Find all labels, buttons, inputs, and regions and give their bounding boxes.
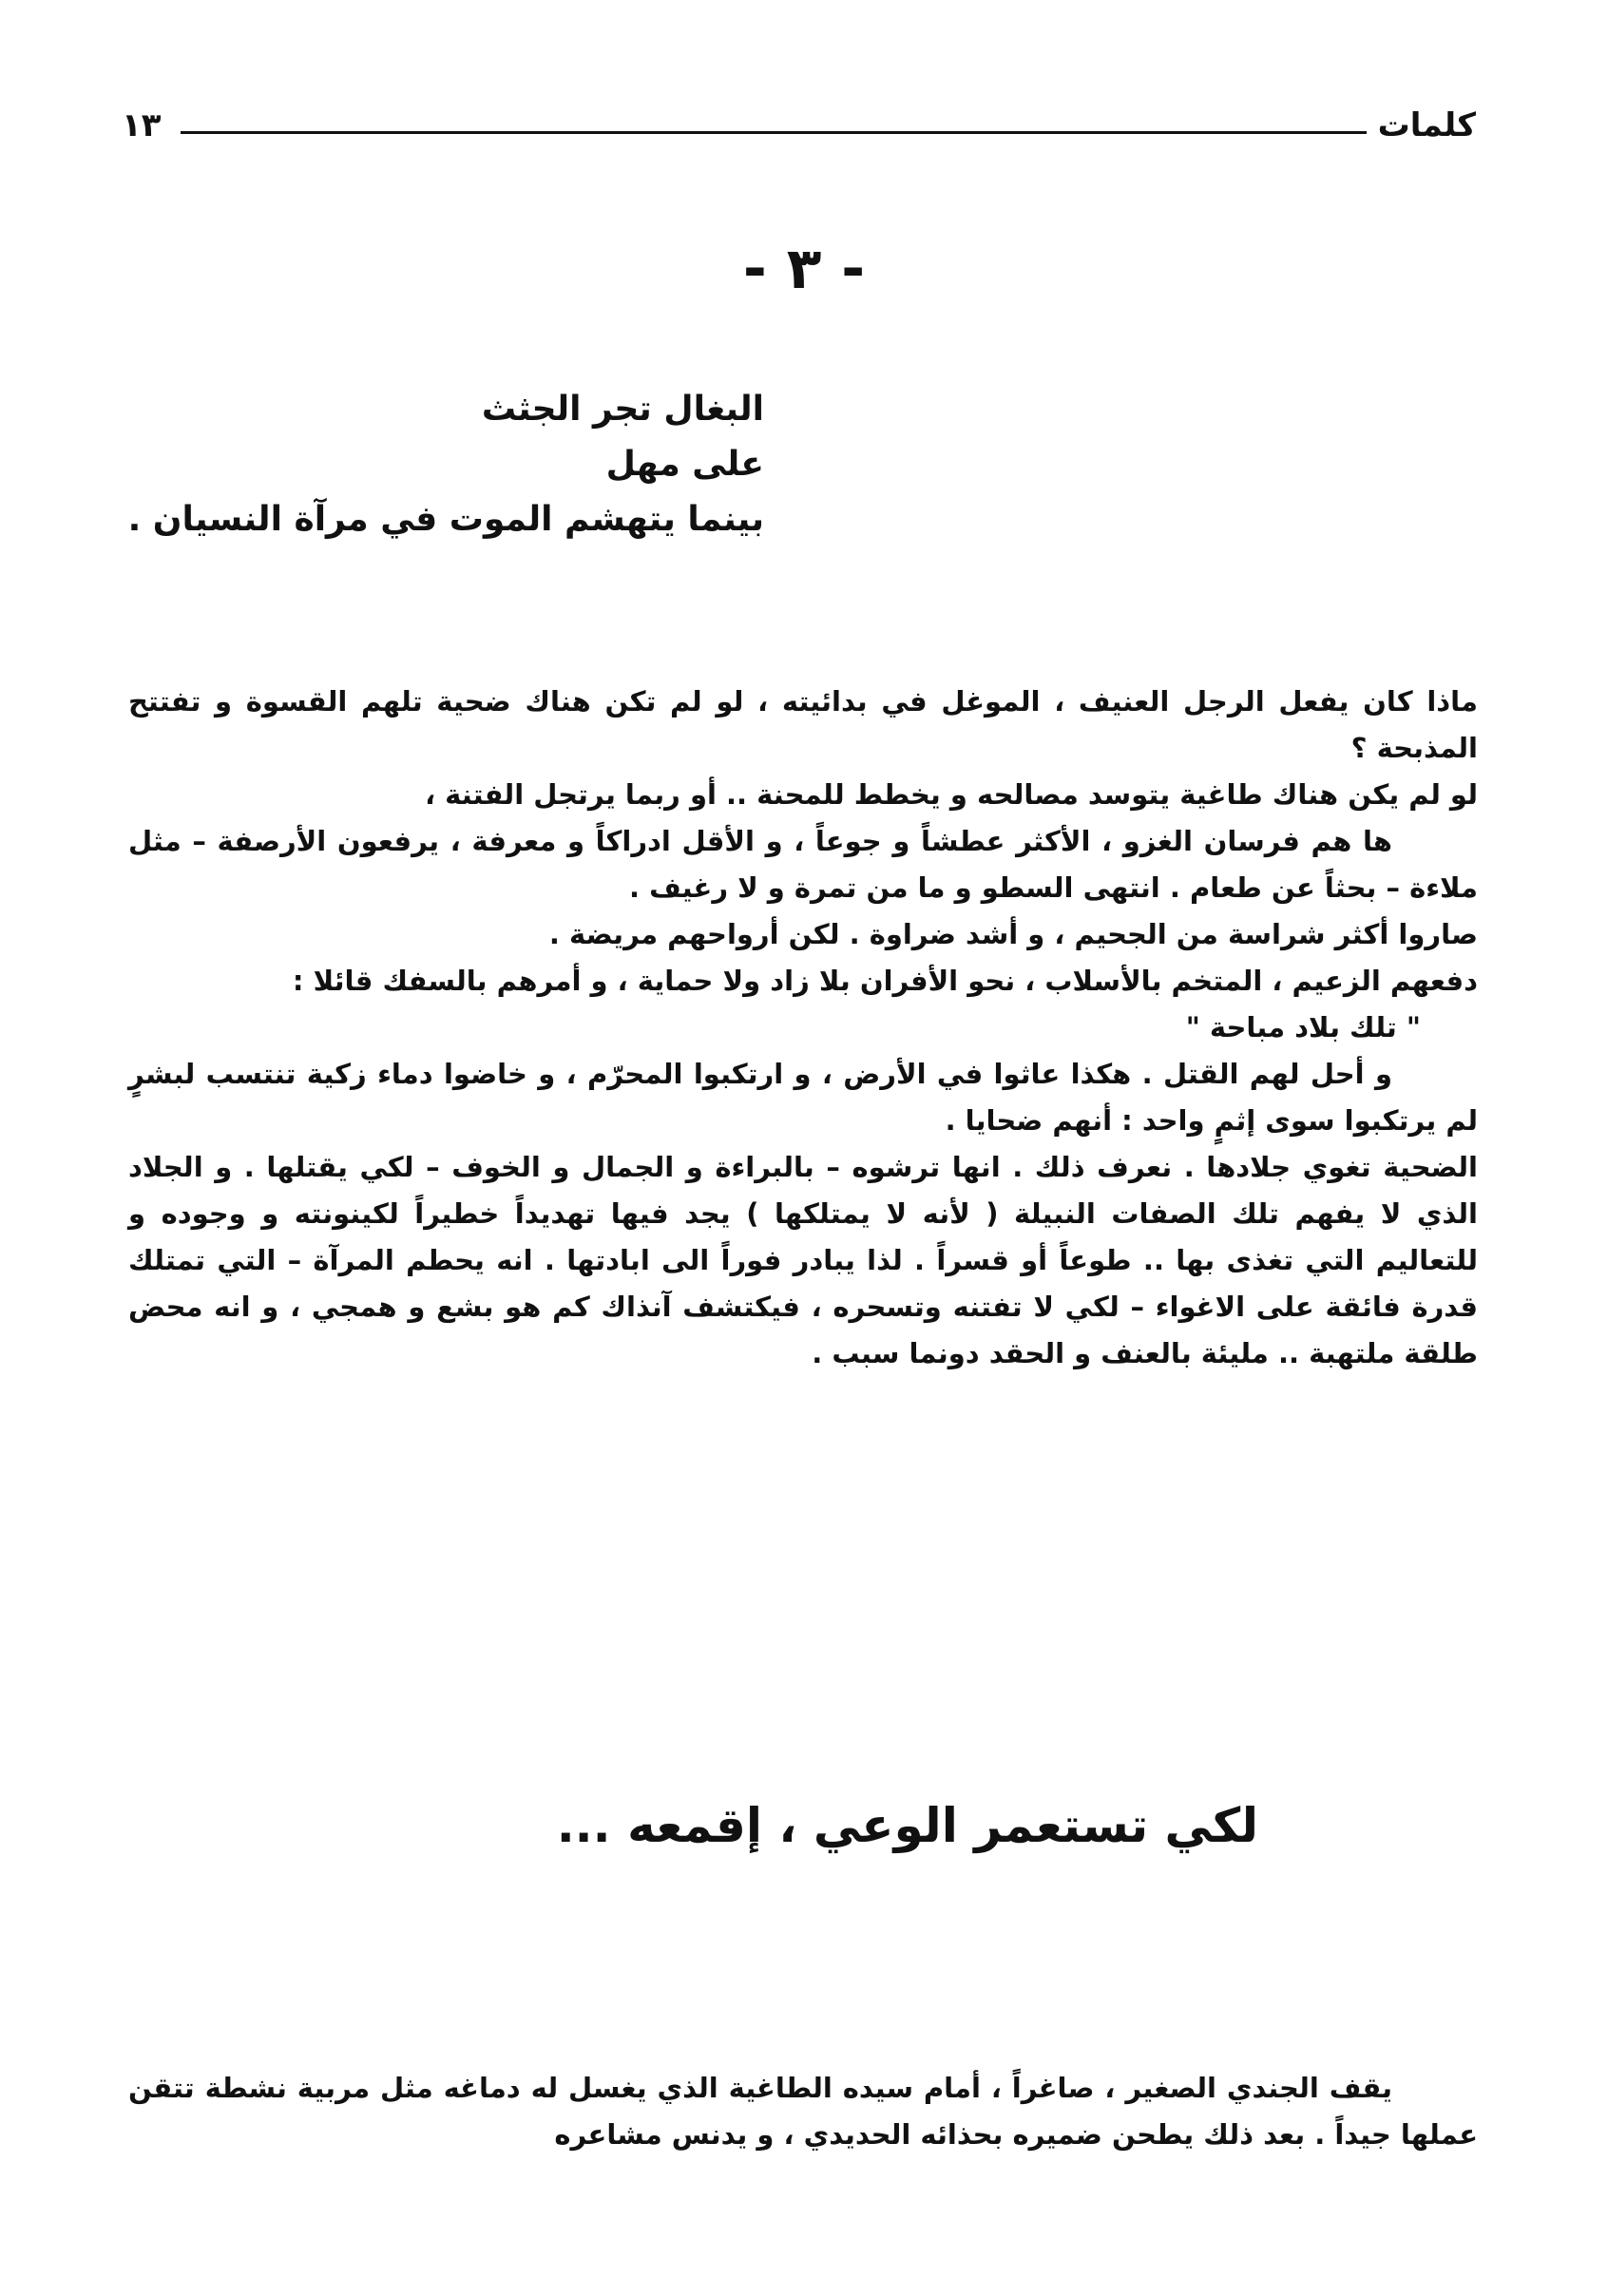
- paragraph: الضحية تغوي جلادها . نعرف ذلك . انها ترشوه – بالبراءة و الجمال و الخوف – لكي يقتلها . و الجلاد الذي لا يفهم تلك الصفات النبيلة ( لأنه لا يمتلكها ) يجد فيها تهديداً خطيراً لكينونته و وجوده و للتعاليم التي تغذى بها .. طوعاً أو قسراً . لذا يبادر فوراً الى ابادتها . انه يحطم المرآة – التي تمتلك قدرة فائقة على الاغواء – لكي لا تفتنه وتسحره ، فيكتشف آنذاك كم هو بشع و همجي ، و انه محض طلقة ملتهبة .. مليئة بالعنف و الحقد دونما سبب .: [128, 1151, 1478, 1369]
- paragraph: و أحل لهم القتل . هكذا عاثوا في الأرض ، و ارتكبوا المحرّم ، و خاضوا دماء زكية تنتسب لبشرٍ لم يرتكبوا سوى إثمٍ واحد : أنهم ضحايا .: [128, 1058, 1478, 1137]
- poem-line: على مهل: [605, 445, 764, 484]
- paragraph: ها هم فرسان الغزو ، الأكثر عطشاً و جوعاً ، و الأقل ادراكاً و معرفة ، يرفعون الأرصفة – مثل ملاءة – بحثاً عن طعام . انتهى السطو و ما من تمرة و لا رغيف .: [128, 825, 1478, 904]
- header-rule: [181, 131, 1367, 134]
- running-title: كلمات: [1377, 106, 1476, 144]
- paragraph: ماذا كان يفعل الرجل العنيف ، الموغل في بدائيته ، لو لم تكن هناك ضحية تلهم القسوة و تفتتح المذبحة ؟: [128, 685, 1478, 764]
- page-number: ١٣: [122, 106, 162, 144]
- poem-line: بينما يتهشم الموت في مرآة النسيان .: [127, 500, 764, 539]
- page-header: [122, 106, 1476, 154]
- chapter-number: - ٣ -: [742, 236, 866, 302]
- section-title: لكي تستعمر الوعي ، إقمعه ...: [556, 1798, 1258, 1853]
- paragraph: دفعهم الزعيم ، المتخم بالأسلاب ، نحو الأفران بلا زاد ولا حماية ، و أمرهم بالسفك قائلا :: [292, 965, 1478, 997]
- quoted-line: " تلك بلاد مباحة ": [1185, 1011, 1421, 1043]
- epigraph-poem: [127, 382, 764, 547]
- paragraph: صاروا أكثر شراسة من الجحيم ، و أشد ضراوة . لكن أرواحهم مريضة .: [548, 918, 1478, 950]
- section-one-body: [128, 679, 1478, 1377]
- paragraph: لو لم يكن هناك طاغية يتوسد مصالحه و يخطط للمحنة .. أو ربما يرتجل الفتنة ،: [425, 778, 1478, 811]
- paragraph: يقف الجندي الصغير ، صاغراً ، أمام سيده الطاغية الذي يغسل له دماغه مثل مربية نشطة تتقن عملها جيداً . بعد ذلك يطحن ضميره بحذائه الحديدي ، و يدنس مشاعره: [128, 2072, 1478, 2151]
- poem-line: البغال تجر الجثث: [481, 390, 764, 429]
- section-two-body: [128, 2065, 1478, 2158]
